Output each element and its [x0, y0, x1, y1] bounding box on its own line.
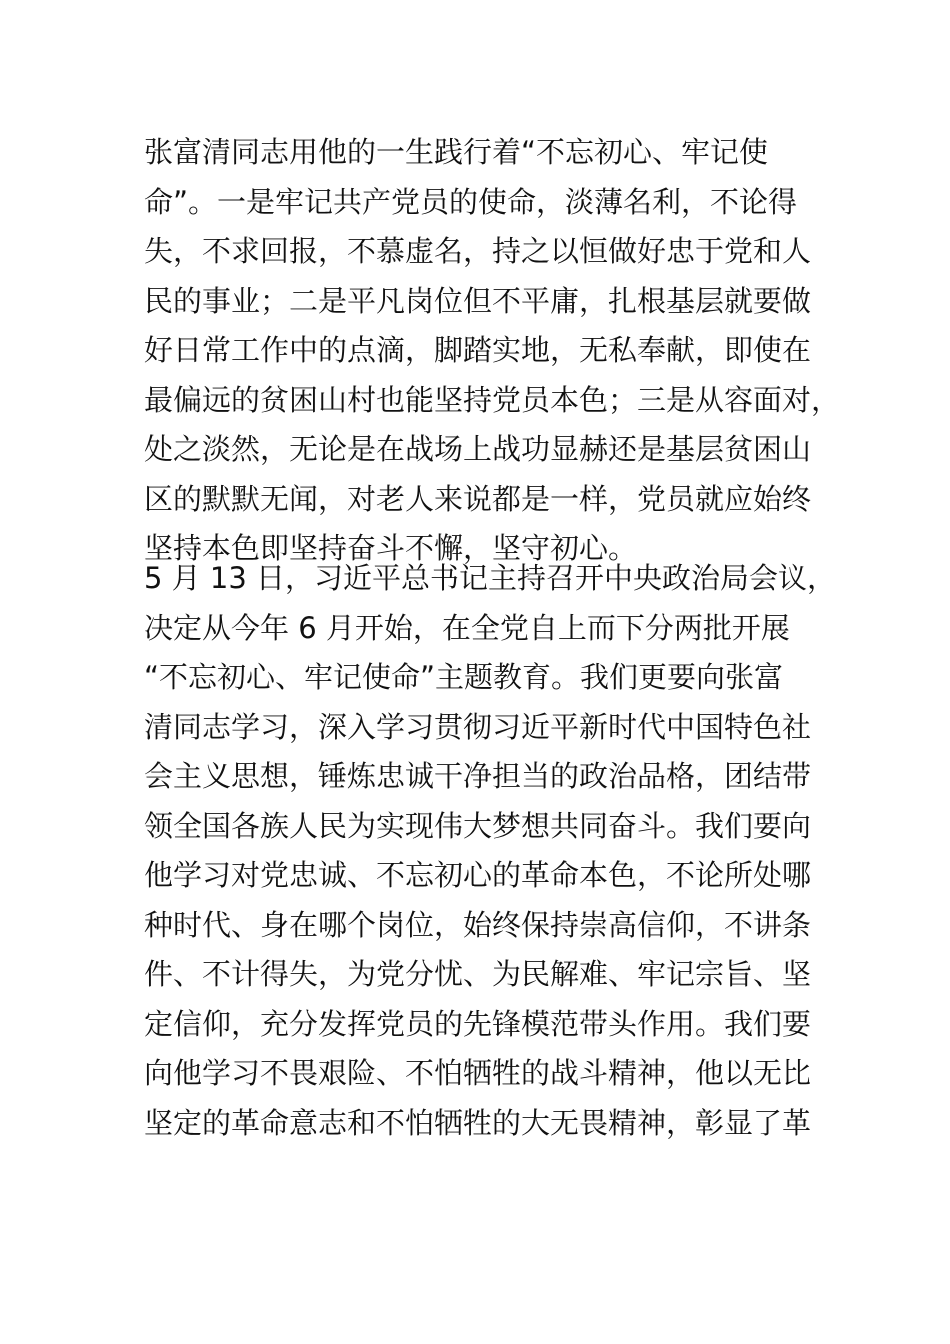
paragraph-line: 区的默默无闻，对老人来说都是一样，党员就应始终	[144, 481, 812, 516]
paragraph-line: “不忘初心、牢记使命”主题教育。我们更要向张富	[144, 660, 784, 694]
paragraph-line: 清同志学习，深入学习贯彻习近平新时代中国特色社	[144, 709, 812, 744]
paragraph-1	[144, 128, 841, 574]
paragraph-line: 领全国各族人民为实现伟大梦想共同奋斗。我们要向	[144, 808, 812, 843]
paragraph-line: 最偏远的贫困山村也能坚持党员本色；三是从容面对，	[144, 382, 841, 417]
paragraph-line: 5 月 13 日，习近平总书记主持召开中央政治局会议，	[144, 561, 837, 595]
paragraph-line: 向他学习不畏艰险、不怕牺牲的战斗精神，他以无比	[144, 1056, 812, 1090]
paragraph-2	[144, 554, 837, 1148]
paragraph-line: 好日常工作中的点滴，脚踏实地，无私奉献，即使在	[144, 333, 812, 367]
paragraph-line: 张富清同志用他的一生践行着“不忘初心、牢记使	[144, 135, 769, 169]
paragraph-line: 种时代、身在哪个岗位，始终保持崇高信仰，不讲条	[144, 907, 812, 942]
paragraph-line: 会主义思想，锤炼忠诚干净担当的政治品格，团结带	[144, 759, 812, 793]
paragraph-line: 坚定的革命意志和不怕牺牲的大无畏精神，彰显了革	[144, 1105, 812, 1140]
paragraph-line: 命”。一是牢记共产党员的使命，淡薄名利，不论得	[144, 184, 798, 219]
paragraph-line: 处之淡然，无论是在战场上战功显赫还是基层贫困山	[144, 432, 812, 466]
paragraph-line: 定信仰，充分发挥党员的先锋模范带头作用。我们要	[144, 1006, 812, 1041]
paragraph-line: 决定从今年 6 月开始，在全党自上而下分两批开展	[144, 610, 790, 645]
paragraph-line: 他学习对党忠诚、不忘初心的革命本色，不论所处哪	[144, 858, 812, 892]
paragraph-line: 民的事业；二是平凡岗位但不平庸，扎根基层就要做	[144, 283, 812, 318]
paragraph-line: 件、不计得失，为党分忧、为民解难、牢记宗旨、坚	[144, 957, 812, 991]
paragraph-line: 失，不求回报，不慕虚名，持之以恒做好忠于党和人	[144, 234, 812, 268]
paragraph-line: 坚持本色即坚持奋斗不懈，坚守初心。	[144, 531, 638, 565]
